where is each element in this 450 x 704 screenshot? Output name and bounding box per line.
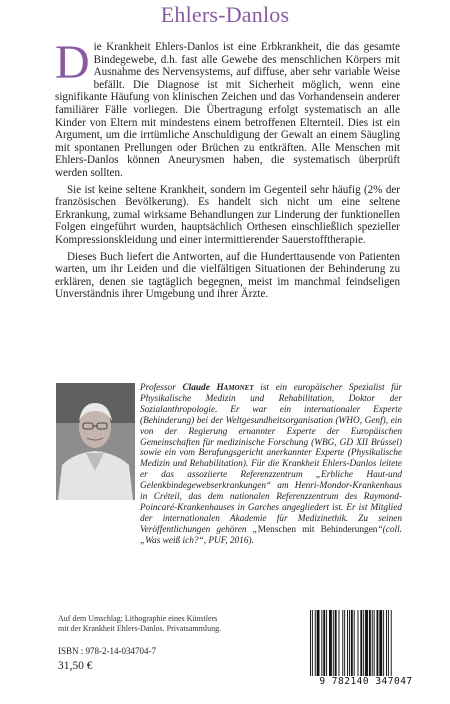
- barcode-bar: [335, 610, 337, 676]
- blurb-paragraph-1-text: ie Krankheit Ehlers-Danlos ist eine Erbkrankheit, die das gesamte Bindegewebe, d.h. fast alle Gewebe des menschlichen Körpers mit Ausnahme des Nervensystems, auf diffuse, aber sehr variable Weise befällt. Die Diagnose ist mit Sicherheit möglich, wenn eine signifikante Häufung von klinischen Zeichen und das Vorhandensein anderer familiärer Fälle vorliegen. Die Übertragung erfolgt systematisch an alle Kinder von Eltern mit mindestens einem betroffenen Elternteil. Dies ist ein Argument, um die irrtümliche Anschuldigung der Gewalt an einem Säugling mit spontanen Prellungen oder Brüchen zu entkräften. Alle Menschen mit Ehlers-Danlos können Aneurysmen haben, die systematisch überprüft werden sollten.: [55, 41, 400, 179]
- barcode-bar: [358, 610, 359, 676]
- barcode-bar: [323, 610, 325, 676]
- blurb-paragraph-2: Sie ist keine seltene Krankheit, sondern im Gegenteil sehr häufig (2% der französischen Bevölkerung). Es handelt sich nicht um eine seltene Erkrankung, zumal wirksame Behandlungen zur Linderung der funktionellen Folgen eingeführt wurden, hauptsächlich Orthesen einschließlich spezieller Kompressionskleidung und einer intermittierender Sauerstofftherapie.: [55, 183, 400, 246]
- barcode-bar: [360, 610, 362, 676]
- barcode-bar: [310, 610, 311, 676]
- author-last-name: Hamonet: [216, 383, 254, 393]
- barcode-bar: [386, 610, 387, 676]
- barcode-bar: [363, 610, 364, 676]
- barcode-bar: [321, 610, 322, 676]
- bio-text: ist ein europäischer Spezialist für Physikalische Medizin und Rehabilitation, Doktor der Sozialanthropologie. Er war ein internationaler Experte (Behinderung) bei der Weltgesundheitsorganisation (WHO, Genf), ein von der Regierung ernannter Experte der Europäischen Gemeinschaften für medizinische Forschung (WBG, GD XII Brüssel) sowie ein vom Berufungsgericht anerkannter Experte (Physikalische Medizin und Rehabilitation). Für die Krankheit Ehlers-Danlos leitete er das assoziierte Referenzzentrum „Erbliche Haut-und Gelenkbindegewebserkrankungen“ am Henri-Mondor-Krankenhaus in Créteil, das dem nationalen Referenzzentrum des Raymond-Poincaré-Krankenhauses in Garches angegliedert ist. Er ist Mitglied der internationalen Akademie für Medizinethik. Zu seinen Veröffentlichungen gehören „: [140, 383, 403, 535]
- barcode-bar: [339, 610, 340, 676]
- barcode-bar: [365, 610, 368, 676]
- barcode: [308, 610, 423, 676]
- barcode-bar: [388, 610, 389, 676]
- barcode-bar: [391, 610, 392, 676]
- barcode-bar: [329, 610, 332, 676]
- author-bio: [140, 383, 402, 547]
- bio-book-title: Menschen mit Behinderungen: [257, 524, 378, 535]
- book-title: Ehlers-Danlos: [160, 2, 290, 27]
- barcode-bar: [347, 610, 348, 676]
- barcode-bar: [333, 610, 334, 676]
- barcode-bar: [354, 610, 355, 676]
- barcode-bar: [349, 610, 350, 676]
- barcode-bar: [317, 610, 320, 676]
- barcode-bar: [342, 610, 343, 676]
- blurb-paragraph-1: [55, 36, 400, 180]
- barcode-bar: [383, 610, 384, 676]
- barcode-bar: [326, 610, 327, 676]
- barcode-bar: [344, 610, 345, 676]
- barcode-digits: 9 782140 347047: [319, 676, 413, 687]
- cover-credit: [58, 614, 308, 634]
- cover-credit-line-1: Auf dem Umschlag: Lithographie eines Künstlers: [58, 614, 218, 623]
- bio-prefix: Professor: [140, 383, 183, 393]
- barcode-bar: [377, 610, 379, 676]
- cover-credit-line-2: mit der Krankheit Ehlers-Danlos. Privatsammlung.: [58, 624, 222, 633]
- barcode-bar: [372, 610, 373, 676]
- price: 31,50 €: [58, 660, 93, 672]
- author-photo: [56, 383, 135, 500]
- bio-text-end: “(coll. „Was weiß ich?“, PUF, 2016).: [140, 524, 402, 546]
- barcode-bar: [379, 610, 382, 676]
- barcode-bar: [374, 610, 375, 676]
- barcode-bar: [351, 610, 353, 676]
- blurb: [55, 36, 400, 305]
- author-first-name: Claude: [182, 383, 217, 393]
- barcode-bar: [315, 610, 316, 676]
- barcode-bar: [369, 610, 371, 676]
- barcode-bar: [312, 610, 313, 676]
- isbn: ISBN : 978-2-14-034704-7: [58, 646, 156, 656]
- drop-cap: D: [55, 36, 90, 89]
- blurb-paragraph-3: Dieses Buch liefert die Antworten, auf die Hunderttausende von Patienten warten, um ihr Leiden und die vielfältigen Situationen der Behinderung zu erklären, denen sie tagtäglich begegnen, meist im manchmal feindseligen Unverständnis ihrer Umgebung und ihrer Ärzte.: [55, 250, 400, 301]
- author-name: [182, 383, 253, 393]
